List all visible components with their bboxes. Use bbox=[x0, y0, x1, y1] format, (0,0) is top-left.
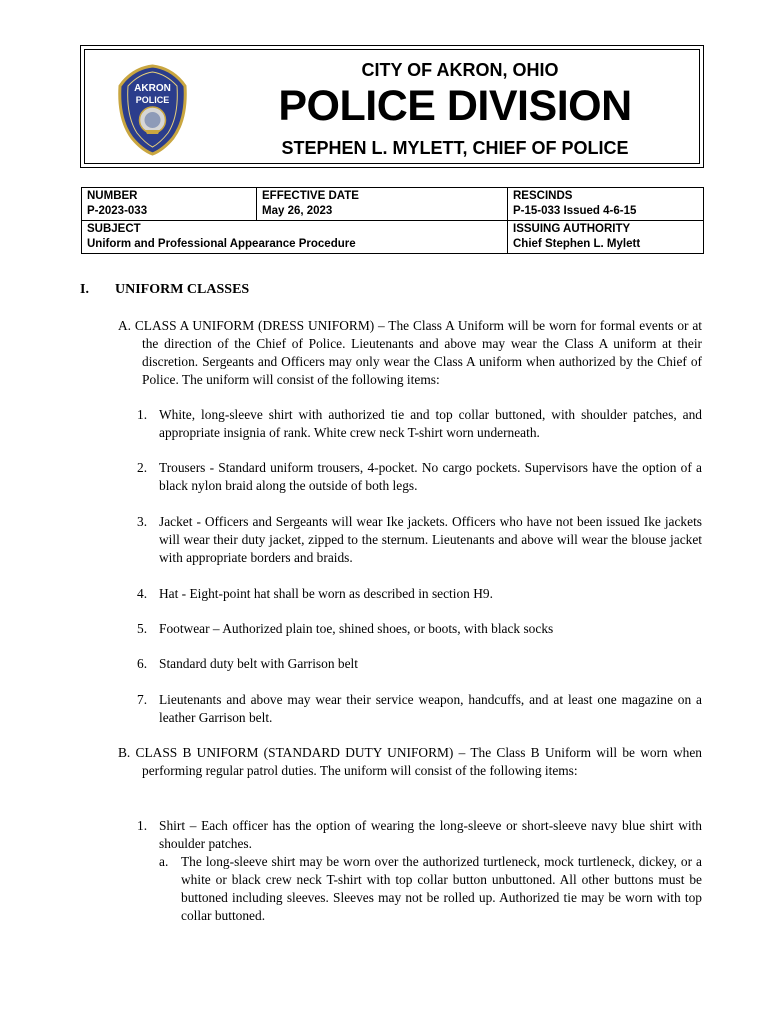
header-inner-border bbox=[84, 49, 700, 164]
item-text: Standard duty belt with Garrison belt bbox=[159, 656, 358, 671]
item-text: Hat - Eight-point hat shall be worn as described in section H9. bbox=[159, 586, 493, 601]
subject-value: Uniform and Professional Appearance Procedure bbox=[87, 238, 356, 250]
item-text: Shirt – Each officer has the option of wearing the long-sleeve or short-sleeve navy blue shirt with shoulder patches. bbox=[159, 818, 702, 851]
sub-item-letter: a. bbox=[159, 854, 169, 869]
item-number: 5. bbox=[137, 621, 148, 636]
item-text: Jacket - Officers and Sergeants will wear Ike jackets. Officers who have not been issued Ike jackets will wear their duty jacket, zipped to the sternum. Lieutenants and above will wear the blouse jacket with appropriate borders and braids. bbox=[159, 514, 702, 565]
section-number: I. bbox=[80, 282, 89, 297]
badge-text-akron: AKRON bbox=[134, 83, 171, 94]
number-label: NUMBER bbox=[87, 190, 138, 202]
subject-label: SUBJECT bbox=[87, 223, 141, 235]
chief-title: STEPHEN L. MYLETT, CHIEF OF POLICE bbox=[281, 138, 629, 158]
item-text: Lieutenants and above may wear their service weapon, handcuffs, and at least one magazine on a leather Garrison belt. bbox=[159, 692, 702, 725]
class-b-paragraph bbox=[118, 744, 702, 780]
effective-date-label: EFFECTIVE DATE bbox=[262, 190, 359, 202]
issuing-authority-cell bbox=[508, 221, 704, 254]
rescinds-label: RESCINDS bbox=[513, 190, 573, 202]
effective-date-value: May 26, 2023 bbox=[262, 205, 333, 217]
item-number: 4. bbox=[137, 586, 148, 601]
city-title: CITY OF AKRON, OHIO bbox=[361, 60, 559, 80]
rescinds-value: P-15-033 Issued 4-6-15 bbox=[513, 205, 637, 217]
item-number: 2. bbox=[137, 460, 148, 475]
item-text: Footwear – Authorized plain toe, shined shoes, or boots, with black socks bbox=[159, 621, 554, 636]
info-row-top bbox=[82, 188, 704, 221]
class-a-paragraph bbox=[118, 317, 702, 389]
number-value: P-2023-033 bbox=[87, 205, 148, 217]
item-text: Trousers - Standard uniform trousers, 4-pocket. No cargo pockets. Supervisors have the option of a black nylon braid along the outside of both legs. bbox=[159, 460, 702, 493]
item-number: 7. bbox=[137, 692, 148, 707]
subject-cell bbox=[82, 221, 508, 254]
item-number: 3. bbox=[137, 514, 148, 529]
rescinds-cell bbox=[508, 188, 704, 221]
sub-item-text: The long-sleeve shirt may be worn over the authorized turtleneck, mock turtleneck, dickey, or a white or black crew neck T-shirt with top collar button unbuttoned. All other buttons must be buttoned including sleeves. Sleeves may not be rolled up. Authorized tie may be worn with top collar buttoned. bbox=[181, 854, 702, 923]
class-b-text: B. CLASS B UNIFORM (STANDARD DUTY UNIFORM) – The Class B Uniform will be worn when performing regular patrol duties. The uniform will consist of the following items: bbox=[118, 745, 702, 778]
item-number: 1. bbox=[137, 818, 148, 833]
section-title: UNIFORM CLASSES bbox=[115, 282, 250, 297]
division-title: POLICE DIVISION bbox=[278, 82, 632, 130]
class-a-text: A. CLASS A UNIFORM (DRESS UNIFORM) – The Class A Uniform will be worn for formal events or at the direction of the Chief of Police. Lieutenants and above may wear the Class A uniform at their discretion. Sergeants and Officers may only wear the Class A uniform when authorized by the Chief of Police. The uniform will consist of the following items: bbox=[118, 318, 702, 387]
item-text: White, long-sleeve shirt with authorized tie and top collar buttoned, with shoulder patches, and appropriate insignia of rank. White crew neck T-shirt worn underneath. bbox=[159, 407, 702, 440]
issuing-authority-label: ISSUING AUTHORITY bbox=[513, 223, 631, 235]
badge-text-police: POLICE bbox=[135, 95, 170, 105]
info-row-bottom bbox=[82, 221, 704, 254]
directive-info-table bbox=[81, 187, 704, 254]
effective-date-cell bbox=[257, 188, 508, 221]
issuing-authority-value: Chief Stephen L. Mylett bbox=[513, 238, 641, 250]
header-box bbox=[80, 45, 704, 168]
item-number: 6. bbox=[137, 656, 148, 671]
number-cell bbox=[82, 188, 257, 221]
police-badge-icon bbox=[115, 64, 190, 156]
item-number: 1. bbox=[137, 407, 148, 422]
